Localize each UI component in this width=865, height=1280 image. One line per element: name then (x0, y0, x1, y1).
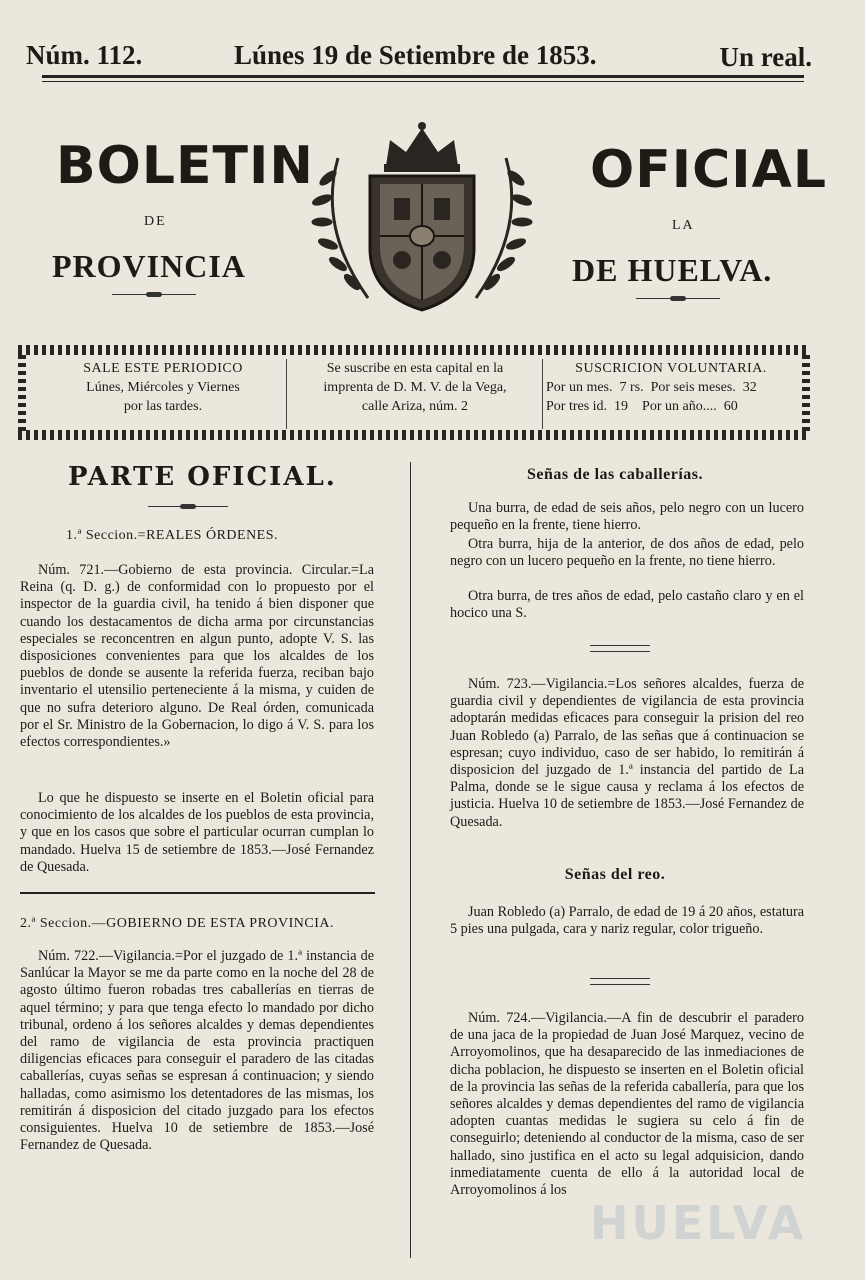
separator-1 (590, 645, 650, 652)
coat-of-arms-emblem (298, 118, 546, 318)
fugitive-description-heading: Señas del reo. (564, 866, 666, 883)
column-divider (410, 462, 411, 1258)
chain-border-left (18, 353, 26, 431)
subscription-address (290, 359, 540, 416)
schedule-heading: SALE ESTE PERIODICO (83, 361, 243, 376)
title-boletin: BOLETIN (56, 136, 314, 196)
title-de-huelva: DE HUELVA. (572, 252, 773, 288)
article-722: Núm. 722.—Vigilancia.=Por el juzgado de 1.ª instancia de Sanlúcar la Mayor se me da parte como en la noche del 28 de agosto último fueron robadas tres caballerías en tierras de aquel término; y para que tenga efecto lo mandado por dicho tribunal, ordeno á los señores alcaldes y demas dependientes del ramo de vigilancia de esta provincia practiquen diligencias eficaces para conseguir el paradero de las citadas caballerías, cuyas señas se espresan á continuacion; y siendo halladas, como asimismo los detentadores de las mismas, los remitirán á disposicion del citado juzgado para los efectos consiguientes. Huelva 10 de setiembre de 1853.—José Fernandez de Quesada. (20, 948, 374, 1154)
masthead-rule-bottom (42, 81, 804, 82)
title-provincia: PROVINCIA (52, 248, 246, 284)
subscription-schedule (48, 359, 278, 416)
masthead-rule-top (42, 75, 804, 78)
title-de: DE (144, 214, 167, 229)
schedule-days: Lúnes, Miércoles y Viernes (86, 380, 240, 395)
article-721: Núm. 721.—Gobierno de esta provincia. Circular.=La Reina (q. D. g.) de conformidad con lo propuesto por el inspector de la guardia civil, ha tenido á bien disponer que cuando los destacamentos de dicha arma por circunstancias especiales se reconcentren en algun punto, adopte V. S. las disposiciones convenientes para que los alcaldes de los pueblos de donde se ausente la referida fuerza, reciban bajo inventario el utensilio perteneciente á la misma, y cuiden de que no sufra deterioro alguno. De Real órden, comunicada por el Sr. Ministro de la Gobernacion, lo digo á V. S. para los efectos correspondientes.» (20, 562, 374, 751)
article-724: Núm. 724.—Vigilancia.—A fin de descubrir el paradero de una jaca de la propiedad de Juan José Marquez, vecino de Arroyomolinos, que ha desaparecido de las inmediaciones de dicha poblacion, he dispuesto se inserten en el Boletin oficial de la provincia las señas de la referida caballería, para que los señores alcaldes y demas dependientes del ramo de vigilancia adopten cuantas medidas le sugiera su celo á fin de conseguirlo; deteniendo al conductor de la misma, caso de ser hallado, sino justifica en el acto su legal adquisicion, dando inmediatamente cuenta de ello á la autoridad local de Arroyomolinos á los (450, 1010, 804, 1199)
subscription-prices (546, 359, 796, 416)
watermark-text: HUELVA (590, 1196, 807, 1250)
section-rule (20, 892, 375, 894)
title-oficial: OFICIAL (590, 140, 827, 200)
prices-row-1: Por un mes. 7 rs. Por seis meses. 32 (546, 380, 757, 395)
title-la: LA (672, 218, 695, 233)
chain-border-right (802, 353, 810, 431)
address-line-3: calle Ariza, núm. 2 (361, 399, 469, 414)
prices-heading: SUSCRICION VOLUNTARIA. (575, 361, 767, 376)
heading-ornament (148, 504, 228, 510)
horse-description-heading: Señas de las caballerías. (526, 466, 704, 483)
chain-border-top (18, 345, 810, 355)
title-ornament-right (636, 296, 720, 302)
horse-description-2: Otra burra, hija de la anterior, de dos años de edad, pelo negro con un lucero pequeño en la frente, no tiene hierro. (450, 536, 804, 570)
address-line-1: Se suscribe en esta capital en la (326, 361, 504, 376)
issue-price: Un real. (719, 42, 812, 72)
prices-row-2: Por tres id. 19 Por un año.... 60 (546, 399, 738, 414)
article-723: Núm. 723.—Vigilancia.=Los señores alcaldes, fuerza de guardia civil y dependientes de vigilancia de esta provincia adoptarán medidas eficaces para conseguir la prision del reo Juan Robledo (a) Parralo, de las señas que á continuacion se espresan; cuyo individuo, caso de ser habido, lo remitirán á disposicion del juzgado de 1.ª instancia del partido de La Palma, donde se le sigue causa y reclama á los efectos de justicia. Huelva 10 de setiembre de 1853.—José Fernandez de Quesada. (450, 676, 804, 830)
issue-date: Lúnes 19 de Setiembre de 1853. (234, 40, 597, 70)
schedule-time: por las tardes. (123, 399, 203, 414)
horse-description-1: Una burra, de edad de seis años, pelo negro con un lucero pequeño en la frente, tiene hierro. (450, 500, 804, 534)
subscription-divider-2 (542, 359, 543, 429)
horse-description-3: Otra burra, de tres años de edad, pelo castaño claro y en el hocico una S. (450, 588, 804, 622)
parte-oficial-heading: PARTE OFICIAL. (68, 462, 337, 492)
masthead (22, 40, 812, 74)
section-1-heading: 1.ª Seccion.=REALES ÓRDENES. (66, 528, 279, 543)
address-line-2: imprenta de D. M. V. de la Vega, (323, 380, 507, 395)
fugitive-description: Juan Robledo (a) Parralo, de edad de 19 á 20 años, estatura 5 pies una pulgada, cara y nariz regular, color trigueño. (450, 904, 804, 938)
article-721-order: Lo que he dispuesto se inserte en el Boletin oficial para conocimiento de los alcaldes de los pueblos de esta provincia, y que en los casos que sobre el particular ocurran cumplan lo mandado. Huelva 15 de setiembre de 1853.—José Fernandez de Quesada. (20, 790, 374, 875)
title-ornament-left (112, 292, 196, 298)
separator-2 (590, 978, 650, 985)
subscription-box (18, 345, 810, 440)
subscription-divider-1 (286, 359, 287, 429)
section-2-heading: 2.ª Seccion.—GOBIERNO DE ESTA PROVINCIA. (20, 916, 335, 931)
issue-number: Núm. 112. (26, 40, 143, 70)
chain-border-bottom (18, 430, 810, 440)
